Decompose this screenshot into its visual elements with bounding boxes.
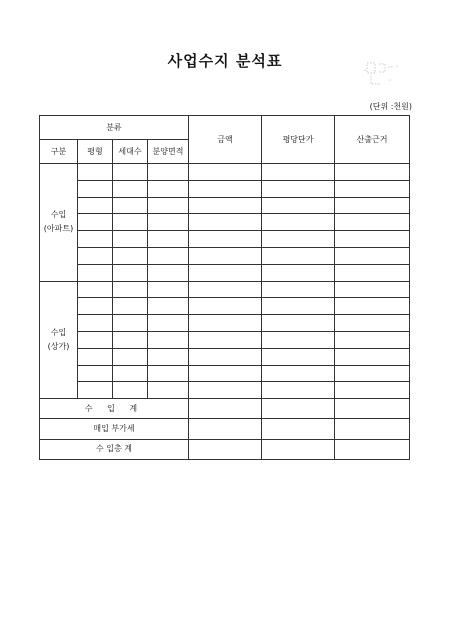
data-cell	[262, 180, 335, 197]
total-cell	[262, 439, 335, 459]
data-cell	[148, 281, 189, 298]
seal-stamp-icon	[357, 58, 403, 88]
data-cell	[262, 231, 335, 248]
data-cell	[78, 214, 113, 231]
data-cell	[189, 214, 262, 231]
data-cell	[262, 365, 335, 382]
data-cell	[335, 348, 410, 365]
data-cell	[148, 315, 189, 332]
total-cell	[335, 439, 410, 459]
data-cell	[113, 231, 148, 248]
data-cell	[78, 281, 113, 298]
total-cell	[262, 419, 335, 439]
data-cell	[335, 281, 410, 298]
total-cell	[189, 439, 262, 459]
table-row	[40, 180, 410, 197]
data-cell	[78, 264, 113, 281]
data-cell	[148, 180, 189, 197]
table-row	[40, 365, 410, 382]
data-cell	[189, 197, 262, 214]
group-label-line2: (아파트)	[43, 224, 74, 234]
table-row	[40, 399, 410, 419]
data-cell	[113, 197, 148, 214]
data-cell	[113, 281, 148, 298]
data-cell	[148, 214, 189, 231]
data-cell	[113, 180, 148, 197]
unit-label: (단위 :천원)	[369, 102, 412, 111]
table-row	[40, 348, 410, 365]
data-cell	[113, 298, 148, 315]
table-row	[40, 231, 410, 248]
data-cell	[78, 164, 113, 181]
data-cell	[335, 197, 410, 214]
total-cell	[189, 399, 262, 419]
data-cell	[78, 247, 113, 264]
group-label	[40, 281, 78, 399]
data-cell	[189, 247, 262, 264]
data-cell	[189, 348, 262, 365]
total-label: 수 입 계	[40, 399, 189, 419]
group-label-line1: 수입	[50, 210, 67, 220]
data-cell	[78, 197, 113, 214]
data-cell	[148, 231, 189, 248]
data-cell	[335, 264, 410, 281]
total-label: 수 입총 계	[40, 439, 189, 459]
data-cell	[335, 331, 410, 348]
data-cell	[78, 365, 113, 382]
data-cell	[189, 382, 262, 399]
header-amount: 금액	[189, 116, 262, 164]
total-cell	[335, 399, 410, 419]
data-cell	[113, 264, 148, 281]
data-cell	[335, 231, 410, 248]
data-cell	[335, 315, 410, 332]
data-cell	[262, 315, 335, 332]
data-cell	[189, 315, 262, 332]
data-cell	[189, 331, 262, 348]
data-cell	[262, 281, 335, 298]
data-cell	[78, 231, 113, 248]
total-cell	[189, 419, 262, 439]
data-cell	[262, 382, 335, 399]
data-cell	[78, 382, 113, 399]
data-cell	[78, 180, 113, 197]
data-cell	[335, 180, 410, 197]
data-cell	[189, 164, 262, 181]
header-basis: 산출근거	[335, 116, 410, 164]
header-sub-3: 분양면적	[148, 140, 189, 164]
data-cell	[262, 164, 335, 181]
analysis-table	[39, 115, 410, 460]
data-cell	[189, 231, 262, 248]
table-row	[40, 331, 410, 348]
data-cell	[262, 331, 335, 348]
data-cell	[262, 247, 335, 264]
table-row	[40, 315, 410, 332]
data-cell	[189, 264, 262, 281]
data-cell	[148, 331, 189, 348]
data-cell	[148, 247, 189, 264]
data-cell	[335, 382, 410, 399]
table-row	[40, 298, 410, 315]
data-cell	[113, 348, 148, 365]
table-row	[40, 214, 410, 231]
group-label-line2: (상가)	[47, 341, 70, 351]
data-cell	[113, 365, 148, 382]
header-sub-1: 평형	[78, 140, 113, 164]
data-cell	[189, 180, 262, 197]
table-row	[40, 419, 410, 439]
data-cell	[78, 315, 113, 332]
data-cell	[148, 382, 189, 399]
document-title: 사업수지 분석표	[167, 52, 283, 70]
group-label	[40, 164, 78, 282]
data-cell	[113, 315, 148, 332]
data-cell	[78, 331, 113, 348]
data-cell	[148, 264, 189, 281]
data-cell	[148, 365, 189, 382]
data-cell	[148, 298, 189, 315]
data-cell	[113, 382, 148, 399]
header-unit-price: 평당단가	[262, 116, 335, 164]
data-cell	[335, 164, 410, 181]
header-sub-0: 구분	[40, 140, 78, 164]
data-cell	[78, 348, 113, 365]
group-label-line1: 수입	[50, 327, 67, 337]
table-row	[40, 197, 410, 214]
header-classification: 분류	[40, 116, 189, 140]
data-cell	[189, 365, 262, 382]
table-row	[40, 281, 410, 298]
data-cell	[113, 164, 148, 181]
data-cell	[78, 298, 113, 315]
table-row	[40, 164, 410, 181]
total-cell	[335, 419, 410, 439]
table-row	[40, 116, 410, 140]
data-cell	[148, 197, 189, 214]
data-cell	[262, 264, 335, 281]
data-cell	[189, 298, 262, 315]
table-row	[40, 264, 410, 281]
table-row	[40, 247, 410, 264]
data-cell	[262, 348, 335, 365]
data-cell	[335, 247, 410, 264]
header-sub-2: 세대수	[113, 140, 148, 164]
data-cell	[148, 164, 189, 181]
data-cell	[262, 298, 335, 315]
table-row	[40, 382, 410, 399]
data-cell	[113, 214, 148, 231]
data-cell	[262, 197, 335, 214]
data-cell	[113, 331, 148, 348]
total-cell	[262, 399, 335, 419]
table-row	[40, 439, 410, 459]
data-cell	[113, 247, 148, 264]
total-label: 매입 부가세	[40, 419, 189, 439]
data-cell	[335, 365, 410, 382]
data-cell	[189, 281, 262, 298]
data-cell	[262, 214, 335, 231]
data-cell	[335, 214, 410, 231]
data-cell	[335, 298, 410, 315]
data-cell	[148, 348, 189, 365]
